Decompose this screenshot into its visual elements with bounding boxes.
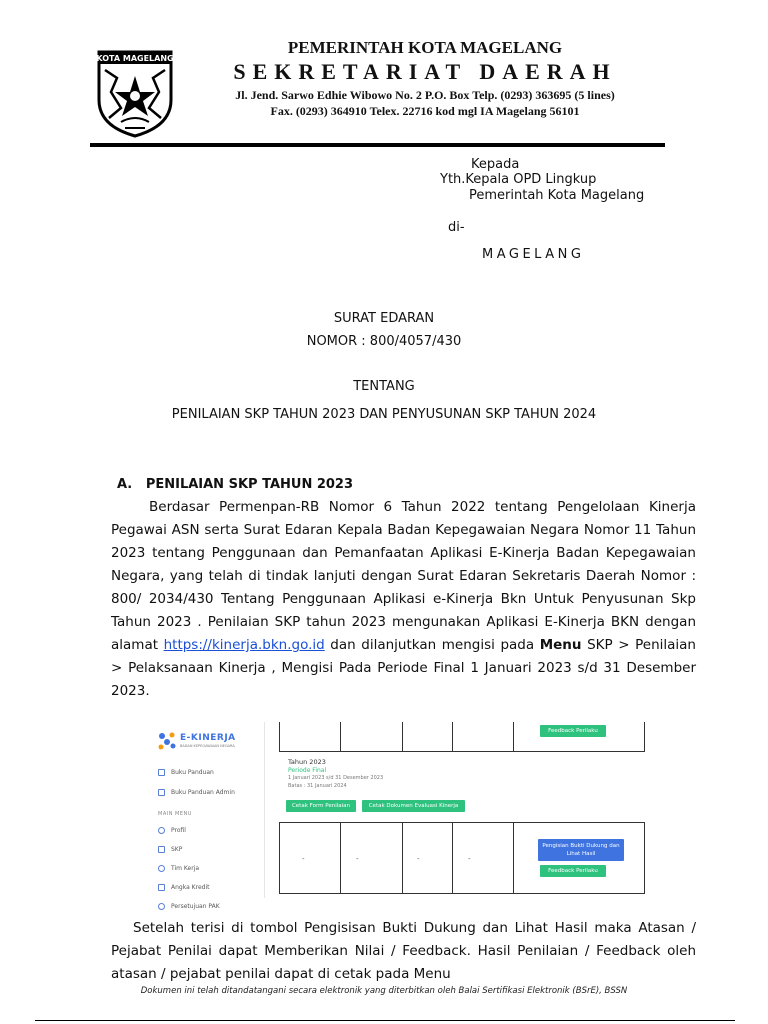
letterhead-government: PEMERINTAH KOTA MAGELANG — [287, 38, 563, 57]
paragraph-text: dan dilanjutkan mengisi pada — [330, 637, 535, 653]
menu-word: Menu — [539, 637, 582, 653]
team-icon — [158, 865, 165, 872]
section-a-paragraph-1 — [111, 496, 696, 703]
city-emblem — [95, 48, 175, 138]
sidebar-item-label: Profil — [171, 827, 186, 834]
period-range: 1 Januari 2023 s/d 31 Desember 2023 — [288, 775, 384, 781]
penilaian-row-bottom — [279, 822, 645, 894]
ekinerja-app-name: E-KINERJA — [180, 733, 236, 743]
sidebar-item-label: SKP — [171, 846, 183, 853]
table-cell: - — [356, 855, 359, 863]
sidebar-item-tim-kerja[interactable] — [158, 865, 199, 872]
document-type: SURAT EDARAN — [333, 311, 435, 326]
sidebar-item-angka-kredit[interactable] — [158, 884, 209, 891]
addressee-organization: Pemerintah Kota Magelang — [469, 188, 645, 203]
sidebar-item-label: Tim Kerja — [171, 865, 200, 872]
cetak-form-penilaian-button[interactable]: Cetak Form Penilaian — [286, 800, 356, 812]
ekinerja-logo — [156, 730, 256, 752]
grid-divider — [340, 722, 341, 751]
paragraph-text: SKP > Penilaian > Pelaksanaan Kinerja , Mengisi Pada Periode Final 1 Januari 2023 s/d 31 Desember 2023. — [111, 637, 696, 699]
cetak-dokumen-evaluasi-button[interactable]: Cetak Dokumen Evaluasi Kinerja — [362, 800, 465, 812]
grid-divider — [340, 823, 341, 893]
ekinerja-tagline: BADAN KEPEGAWAIAN NEGARA — [180, 744, 235, 748]
sidebar-item-label: Buku Panduan — [171, 769, 214, 776]
period-name: Periode Final — [288, 767, 327, 774]
emblem-text: KOTA MAGELANG — [96, 54, 174, 63]
ekinerja-logo-icon — [156, 730, 180, 752]
sidebar-item-skp[interactable] — [158, 846, 182, 853]
letterhead-office: SEKRETARIAT DAERAH — [233, 59, 617, 84]
ekinerja-screenshot — [148, 722, 656, 910]
book-icon — [158, 789, 165, 796]
table-cell: - — [417, 855, 420, 863]
addressee-kepada: Kepada — [471, 157, 520, 172]
document-number: NOMOR : 800/4057/430 — [306, 334, 462, 349]
grid-divider — [513, 823, 514, 893]
sidebar-item-profil[interactable] — [158, 827, 186, 834]
sidebar-item-persetujuan-pak[interactable] — [158, 903, 220, 910]
ekinerja-main — [279, 722, 651, 898]
book-icon — [158, 769, 165, 776]
section-a-paragraph-2 — [111, 917, 696, 987]
table-cell: - — [468, 855, 471, 863]
period-deadline: Batas : 31 Januari 2024 — [288, 783, 347, 789]
section-a-title: A. PENILAIAN SKP TAHUN 2023 — [117, 477, 354, 492]
table-cell: - — [302, 855, 305, 863]
esignature-note: Dokumen ini telah ditandatangani secara elektronik yang diterbitkan oleh Balai Sertifikasi Elektronik (BSrE), BSSN — [140, 986, 628, 996]
grid-divider — [452, 823, 453, 893]
paragraph-text: Setelah terisi di tombol Pengisisan Bukti Dukung dan Lihat Hasil maka Atasan / Pejabat Penilai dapat Memberikan Nilai / Feedback. Hasil Penilaian / Feedback oleh atasan / pejabat penilai dapat di cetak pada Menu — [111, 920, 696, 982]
feedback-perilaku-button[interactable]: Feedback Perilaku — [540, 725, 606, 737]
kinerja-link[interactable]: https://kinerja.bkn.go.id — [163, 637, 325, 653]
grid-divider — [452, 722, 453, 751]
main-menu-heading: MAIN MENU — [158, 811, 192, 817]
grid-divider — [513, 722, 514, 751]
pengisian-bukti-dukung-button[interactable]: Pengisian Bukti Dukung dan Lihat Hasil — [538, 839, 624, 861]
paragraph-text: Berdasar Permenpan-RB Nomor 6 Tahun 2022 tentang Pengelolaan Kinerja Pegawai ASN serta Surat Edaran Kepala Badan Kepegawaian Negara Nomor 11 Tahun 2023 tentang Penggunaan dan Pemanfaatan Aplikasi E-Kinerja Badan Kepegawaian Negara, yang telah di tindak lanjuti dengan Surat Edaran Sekretaris Daerah Nomor : 800/ 2034/430 Tentang Penggunaan Aplikasi e-Kinerja Bkn Untuk Penyusunan Skp Tahun 2023 . Penilaian SKP tahun 2023 mengunakan Aplikasi E-Kinerja BKN dengan alamat — [111, 499, 696, 653]
penilaian-row-top — [279, 722, 645, 752]
addressee-di: di- — [448, 220, 465, 235]
sidebar-item-label: Angka Kredit — [171, 884, 210, 891]
letterhead-fax: Fax. (0293) 364910 Telex. 22716 kod mgl IA Magelang 56101 — [270, 104, 580, 118]
check-icon — [158, 903, 165, 910]
document-subject: PENILAIAN SKP TAHUN 2023 DAN PENYUSUNAN SKP TAHUN 2024 — [171, 407, 597, 422]
addressee-city: MAGELANG — [482, 247, 585, 262]
sidebar-item-buku-panduan-admin[interactable] — [158, 789, 235, 796]
feedback-perilaku-button[interactable]: Feedback Perilaku — [540, 865, 606, 877]
footer-rule — [35, 1020, 735, 1021]
grid-divider — [402, 823, 403, 893]
ekinerja-sidebar — [148, 722, 265, 910]
letterhead-rule — [90, 143, 665, 147]
addressee-recipient: Yth.Kepala OPD Lingkup — [440, 172, 597, 187]
user-icon — [158, 827, 165, 834]
document-icon — [158, 846, 165, 853]
grid-divider — [402, 722, 403, 751]
sidebar-item-label: Persetujuan PAK — [171, 903, 220, 910]
sidebar-item-label: Buku Panduan Admin — [171, 789, 235, 796]
letterhead-address: Jl. Jend. Sarwo Edhie Wibowo No. 2 P.O. Box Telp. (0293) 363695 (5 lines) — [235, 88, 615, 102]
period-year: Tahun 2023 — [288, 758, 326, 766]
document-tentang: TENTANG — [353, 379, 415, 394]
document-icon — [158, 884, 165, 891]
sidebar-item-buku-panduan[interactable] — [158, 769, 214, 776]
